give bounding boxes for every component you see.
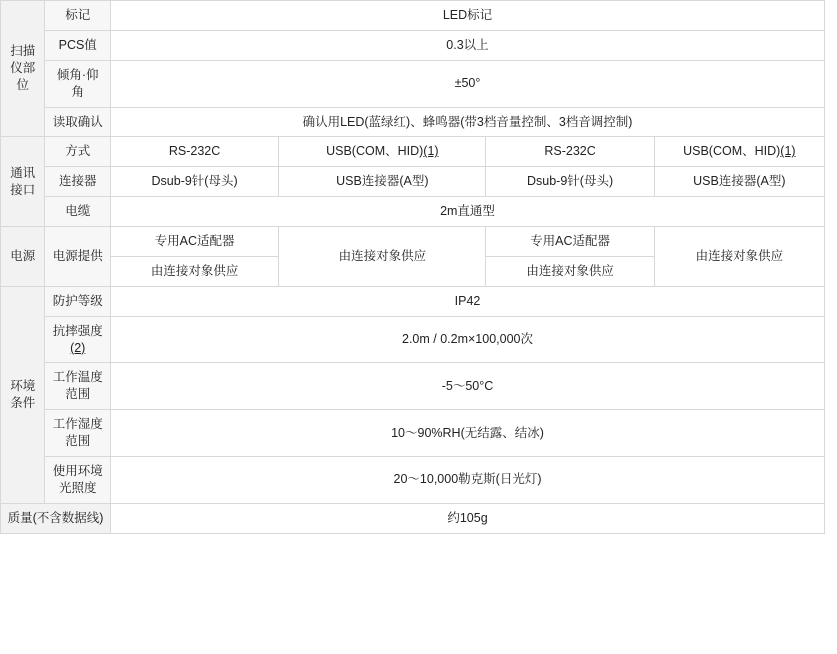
- row-value-tilt-pitch: ±50°: [111, 60, 825, 107]
- row-category-scanner: 扫描仪部位: [1, 1, 45, 137]
- row-value-method-1: RS-232C: [111, 137, 279, 167]
- row-value-connector-3: Dsub-9针(母头): [486, 167, 654, 197]
- table-row: [1, 410, 825, 457]
- row-value-read-confirm: 确认用LED(蓝绿红)、蜂鸣器(带3档音量控制、3档音调控制): [111, 107, 825, 137]
- method-usb-text-4: USB(COM、HID)(1): [683, 144, 796, 159]
- row-value-connector-4: USB连接器(A型): [654, 167, 824, 197]
- row-label-cable: 电缆: [45, 197, 111, 227]
- table-row: [1, 286, 825, 316]
- table-row: [1, 316, 825, 363]
- row-category-power: 电源: [1, 227, 45, 287]
- row-value-power-mid: 由连接对象供应: [279, 227, 486, 287]
- row-value-weight: 约105g: [111, 503, 825, 533]
- table-row: [1, 363, 825, 410]
- row-value-humidity: 10～90%RH(无结露、结冰): [111, 410, 825, 457]
- row-value-temperature: -5～50°C: [111, 363, 825, 410]
- row-value-method-2: [279, 137, 486, 167]
- row-label-temperature: 工作温度范围: [45, 363, 111, 410]
- row-value-illuminance: 20～10,000勒克斯(日光灯): [111, 456, 825, 503]
- row-value-power-far-right: 由连接对象供应: [654, 227, 824, 287]
- table-row: [1, 227, 825, 257]
- row-value-pcs: 0.3以上: [111, 30, 825, 60]
- table-row: [1, 456, 825, 503]
- table-row: [1, 30, 825, 60]
- table-row: [1, 197, 825, 227]
- table-row: [1, 1, 825, 31]
- row-value-protection: IP42: [111, 286, 825, 316]
- table-row: [1, 107, 825, 137]
- row-value-method-4: [654, 137, 824, 167]
- row-label-connector: 连接器: [45, 167, 111, 197]
- row-value-power-left-bottom: 由连接对象供应: [111, 256, 279, 286]
- row-value-power-left-top: 专用AC适配器: [111, 227, 279, 257]
- row-label-pcs: PCS值: [45, 30, 111, 60]
- row-label-illuminance: 使用环境光照度: [45, 456, 111, 503]
- row-label-method: 方式: [45, 137, 111, 167]
- row-category-interface: 通讯接口: [1, 137, 45, 227]
- row-category-weight: 质量(不含数据线): [1, 503, 111, 533]
- row-label-power-supply: 电源提供: [45, 227, 111, 287]
- table-row: [1, 137, 825, 167]
- row-label-read-confirm: 读取确认: [45, 107, 111, 137]
- row-label-tilt-pitch: 倾角·仰角: [45, 60, 111, 107]
- row-value-cable: 2m直通型: [111, 197, 825, 227]
- table-row: [1, 167, 825, 197]
- row-label-protection: 防护等级: [45, 286, 111, 316]
- row-value-connector-1: Dsub-9针(母头): [111, 167, 279, 197]
- row-value-connector-2: USB连接器(A型): [279, 167, 486, 197]
- row-category-environment: 环境条件: [1, 286, 45, 503]
- row-label-marker: 标记: [45, 1, 111, 31]
- row-label-drop-resistance: 抗摔强度(2): [45, 316, 111, 363]
- row-value-drop-resistance: 2.0m / 0.2m×100,000次: [111, 316, 825, 363]
- row-value-power-right-bottom: 由连接对象供应: [486, 256, 654, 286]
- table-row: [1, 503, 825, 533]
- row-value-power-right-top: 专用AC适配器: [486, 227, 654, 257]
- row-label-humidity: 工作湿度范围: [45, 410, 111, 457]
- method-usb-text-2: USB(COM、HID)(1): [326, 144, 439, 159]
- row-value-marker: LED标记: [111, 1, 825, 31]
- table-row: [1, 60, 825, 107]
- row-value-method-3: RS-232C: [486, 137, 654, 167]
